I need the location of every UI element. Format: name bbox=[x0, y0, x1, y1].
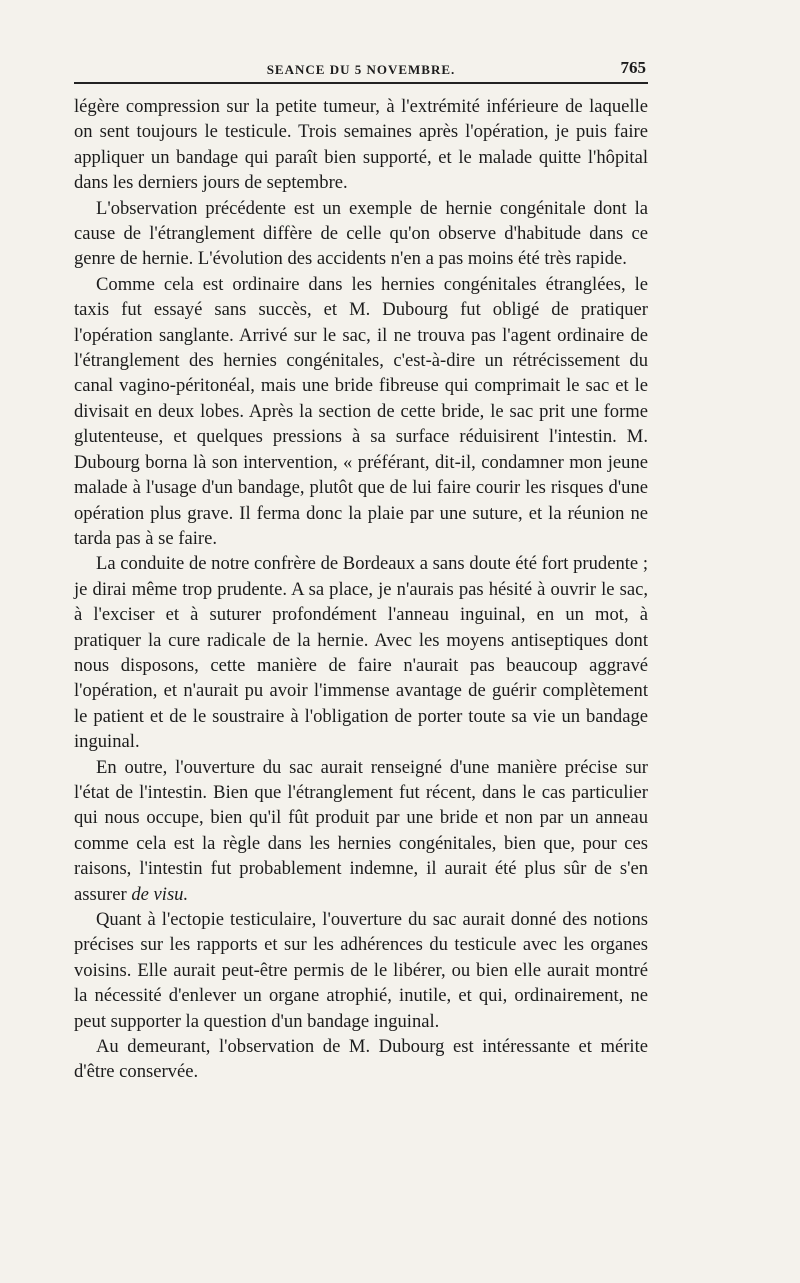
body-text bbox=[74, 94, 648, 1085]
page-number: 765 bbox=[620, 58, 646, 77]
paragraph: La conduite de notre confrère de Bordeaux a sans doute été fort prudente ; je dirai même trop prudente. A sa place, je n'aurais pas hésité à ouvrir le sac, à l'exciser et à suturer profondément l'anneau inguinal, en un mot, à pratiquer la cure radicale de la hernie. Avec les moyens antiseptiques dont nous disposons, cette manière de faire n'aurait pas beaucoup aggravé l'opération, et n'aurait pu avoir l'immense avantage de guérir complètement le patient et de le soustraire à l'obligation de porter toute sa vie un bandage inguinal. bbox=[74, 553, 648, 753]
running-title: SEANCE DU 5 NOVEMBRE. bbox=[266, 62, 456, 77]
paragraph: L'observation précédente est un exemple de hernie congénitale dont la cause de l'étranglement diffère de celle qu'on observe d'habitude dans ce genre de hernie. L'évolution des accidents n'en a pas moins été très rapide. bbox=[74, 197, 648, 270]
page bbox=[74, 52, 648, 1085]
running-head bbox=[74, 52, 648, 82]
paragraph: Quant à l'ectopie testiculaire, l'ouverture du sac aurait donné des notions précises sur les rapports et sur les adhérences du testicule avec les organes voisins. Elle aurait peut-être permis de le libérer, ou bien elle aurait montré la nécessité d'enlever un organe atrophié, inutile, et qui, ordinairement, ne peut supporter la question d'un bandage inguinal. bbox=[74, 909, 648, 1032]
paragraph-text: En outre, l'ouverture du sac aurait renseigné d'une manière précise sur l'état de l'intestin. Bien que l'étranglement fut récent, dans le cas particulier qui nous occupe, bien qu'il fût produit par une bride et non par un anneau comme cela est la règle dans les hernies congénitales, bien que, pour ces raisons, l'intestin fut probablement indemne, il aurait été plus sûr de s'en assurer bbox=[74, 756, 648, 905]
italic-phrase: de visu. bbox=[131, 883, 189, 905]
paragraph: Comme cela est ordinaire dans les hernies congénitales étranglées, le taxis fut essayé sans succès, et M. Dubourg fut obligé de pratiquer l'opération sanglante. Arrivé sur le sac, il ne trouva pas l'agent ordinaire de l'étranglement des hernies congénitales, c'est-à-dire un rétrécissement du canal vagino-péritonéal, mais une bride fibreuse qui comprimait le sac et le divisait en deux lobes. Après la section de cette bride, le sac prit une forme glutenteuse, et quelques pressions à sa surface réduisirent l'intestin. M. Dubourg borna là son intervention, « préférant, dit-il, condamner mon jeune malade à l'usage d'un bandage, plutôt que de lui faire courir les risques d'une opération plus grave. Il ferma donc la plaie par une suture, et la réunion ne tarda pas à se faire. bbox=[74, 273, 648, 549]
header-rule bbox=[74, 82, 648, 84]
paragraph-intestin bbox=[74, 755, 648, 907]
paragraph: Au demeurant, l'observation de M. Dubourg est intéressante et mérite d'être conservée. bbox=[74, 1036, 648, 1083]
paragraph: légère compression sur la petite tumeur, à l'extrémité inférieure de laquelle on sent toujours le testicule. Trois semaines après l'opération, je puis faire appliquer un bandage qui paraît bien supporté, et le malade quitte l'hôpital dans les derniers jours de septembre. bbox=[74, 96, 648, 194]
